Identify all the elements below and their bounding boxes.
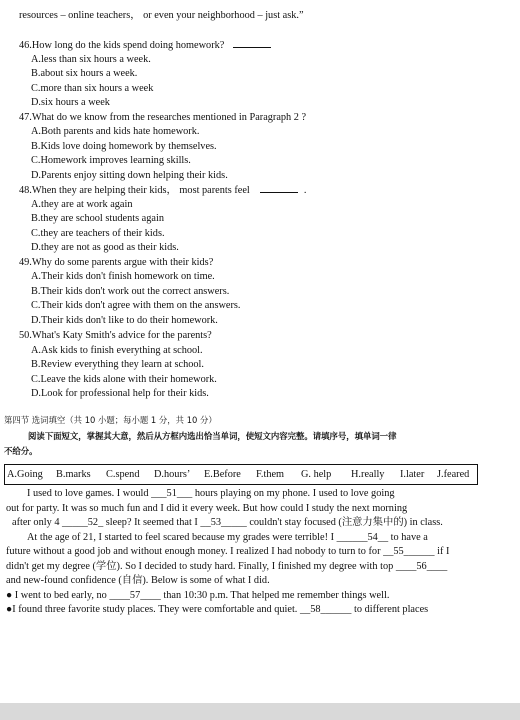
- passage-line-3: after only 4 _____52_ sleep? It seemed that I __53_____ couldn't stay focused (注意力集中的) in class.: [12, 517, 443, 528]
- word-option-d: D.hours’: [154, 469, 191, 480]
- question-48-stem: 48.When they are helping their kids， most parents feel: [19, 185, 250, 196]
- word-option-h: H.really: [351, 469, 385, 480]
- option-48-d: D.they are not as good as their kids.: [31, 242, 179, 253]
- word-option-c: C.spend: [106, 469, 140, 480]
- option-49-c: C.Their kids don't agree with them on the answers.: [31, 300, 241, 311]
- section-4-instruction-line2: 不给分。: [4, 446, 38, 456]
- option-47-a: A.Both parents and kids hate homework.: [31, 126, 200, 137]
- question-49-stem: 49.Why do some parents argue with their kids?: [19, 257, 214, 268]
- word-option-b: B.marks: [56, 469, 91, 480]
- section-4-instruction-line1: 阅读下面短文，掌握其大意，然后从方框内选出恰当单词，使短文内容完整。请填序号，填单词一律: [28, 431, 397, 441]
- option-50-c: C.Leave the kids alone with their homework.: [31, 374, 217, 385]
- option-47-d: D.Parents enjoy sitting down helping their kids.: [31, 170, 228, 181]
- question-48: [19, 183, 307, 197]
- option-46-c: C.more than six hours a week: [31, 83, 154, 94]
- option-47-b: B.Kids love doing homework by themselves.: [31, 141, 217, 152]
- passage-line-4: At the age of 21, I started to feel scared because my grades were terrible! I ______54__ to have a: [27, 532, 428, 543]
- word-option-i: I.later: [400, 469, 425, 480]
- question-48-period: .: [303, 185, 307, 196]
- word-option-g: G. help: [301, 469, 332, 480]
- option-46-a: A.less than six hours a week.: [31, 54, 151, 65]
- viewer-bottom-bar: [0, 703, 520, 720]
- option-47-c: C.Homework improves learning skills.: [31, 155, 191, 166]
- question-46: [19, 38, 271, 52]
- section-4-heading: 第四节 选词填空（共 10 小题；每小题 1 分，共 10 分）: [4, 415, 217, 425]
- option-46-b: B.about six hours a week.: [31, 68, 138, 79]
- passage-line-8: ● I went to bed early, no ____57____ than 10:30 p.m. That helped me remember things well.: [6, 590, 390, 601]
- option-50-d: D.Look for professional help for their kids.: [31, 388, 209, 399]
- answer-blank-48[interactable]: [260, 183, 298, 193]
- option-48-b: B.they are school students again: [31, 213, 164, 224]
- option-48-a: A.they are at work again: [31, 199, 133, 210]
- word-option-f: F.them: [256, 469, 285, 480]
- passage-line-5: future without a good job and without enough money. I realized I had nobody to turn to for __55______ if I: [6, 546, 450, 557]
- option-48-c: C.they are teachers of their kids.: [31, 228, 165, 239]
- passage-line-1: I used to love games. I would ___51___ hours playing on my phone. I used to love going: [27, 488, 395, 499]
- passage-line-2: out for party. It was so much fun and I did it every week. But how could I study the next morning: [6, 503, 408, 514]
- word-option-j: J.feared: [437, 469, 470, 480]
- passage-line-6: didn't get my degree (学位). So I decided to study hard. Finally, I finished my degree with top ____56____: [6, 561, 448, 572]
- option-46-d: D.six hours a week: [31, 97, 110, 108]
- question-50-stem: 50.What's Katy Smith's advice for the parents?: [19, 330, 212, 341]
- question-46-stem: 46.How long do the kids spend doing homework?: [19, 40, 225, 51]
- word-option-a: A.Going: [7, 469, 43, 480]
- answer-blank-46[interactable]: [233, 38, 271, 48]
- option-49-d: D.Their kids don't like to do their homework.: [31, 315, 218, 326]
- option-50-b: B.Review everything they learn at school.: [31, 359, 204, 370]
- word-option-e: E.Before: [204, 469, 241, 480]
- previous-passage-tail: resources – online teachers， or even your neighborhood – just ask.”: [19, 10, 304, 21]
- option-49-a: A.Their kids don't finish homework on time.: [31, 271, 215, 282]
- option-50-a: A.Ask kids to finish everything at school.: [31, 345, 203, 356]
- word-bank-box: [4, 464, 478, 485]
- passage-line-7: and new-found confidence (自信). Below is some of what I did.: [6, 575, 270, 586]
- passage-line-9: ●I found three favorite study places. They were comfortable and quiet. __58______ to different places: [6, 604, 429, 615]
- question-47-stem: 47.What do we know from the researches mentioned in Paragraph 2 ?: [19, 112, 307, 123]
- option-49-b: B.Their kids don't work out the correct answers.: [31, 286, 230, 297]
